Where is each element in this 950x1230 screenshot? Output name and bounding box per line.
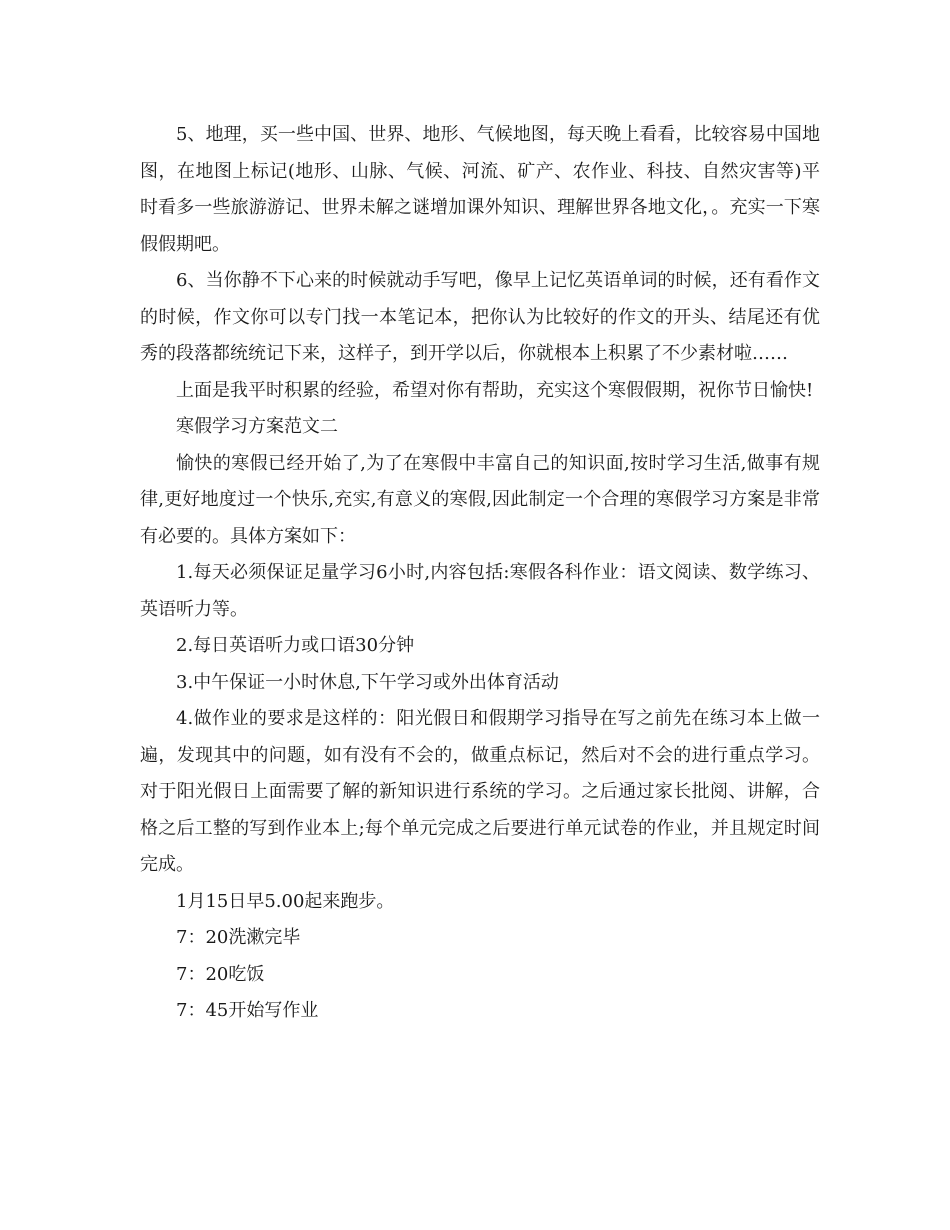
plan-item-2: 2.每日英语听力或口语30分钟	[176, 635, 415, 656]
schedule-line-2: 7：20洗漱完毕	[176, 927, 301, 948]
plan-item-3: 3.中午保证一小时休息,下午学习或外出体育活动	[176, 671, 559, 693]
section-heading-sample-two: 寒假学习方案范文二	[176, 416, 338, 437]
plan-item-4: 4.做作业的要求是这样的：阳光假日和假期学习指导在写之前先在练习本上做一遍，发现其中的问题，如有没有不会的，做重点标记，然后对不会的进行重点学习。对于阳光假日上面需要了解的新知识进行系统的学习。之后通过家长批阅、讲解，合格之后工整的写到作业本上;每个单元完成之后要进行单元试卷的作业，并且规定时间完成。	[140, 708, 820, 875]
paragraph-handwriting: 6、当你静不下心来的时候就动手写吧，像早上记忆英语单词的时候，还有看作文的时候，作文你可以专门找一本笔记本，把你认为比较好的作文的开头、结尾还有优秀的段落都统统记下来，这样子，到开学以后，你就根本上积累了不少素材啦……	[140, 270, 820, 364]
schedule-line-4: 7：45开始写作业	[176, 1000, 319, 1021]
document-page	[140, 117, 820, 1030]
schedule-line-1: 1月15日早5.00起来跑步。	[176, 890, 395, 912]
paragraph-intro: 愉快的寒假已经开始了,为了在寒假中丰富自己的知识面,按时学习生活,做事有规律,更好地度过一个快乐,充实,有意义的寒假,因此制定一个合理的寒假学习方案是非常有必要的。具体方案如下：	[140, 452, 820, 547]
paragraph-experience: 上面是我平时积累的经验，希望对你有帮助，充实这个寒假假期，祝你节日愉快!	[176, 379, 814, 401]
plan-item-1: 1.每天必须保证足量学习6小时,内容包括:寒假各科作业：语文阅读、数学练习、英语听力等。	[140, 562, 820, 620]
schedule-line-3: 7：20吃饭	[176, 963, 265, 985]
paragraph-geography: 5、地理，买一些中国、世界、地形、气候地图，每天晚上看看，比较容易中国地图，在地图上标记(地形、山脉、气候、河流、矿产、农作业、科技、自然灾害等)平时看多一些旅游游记、世界未解之谜增加课外知识、理解世界各地文化，。充实一下寒假假期吧。	[140, 124, 820, 255]
